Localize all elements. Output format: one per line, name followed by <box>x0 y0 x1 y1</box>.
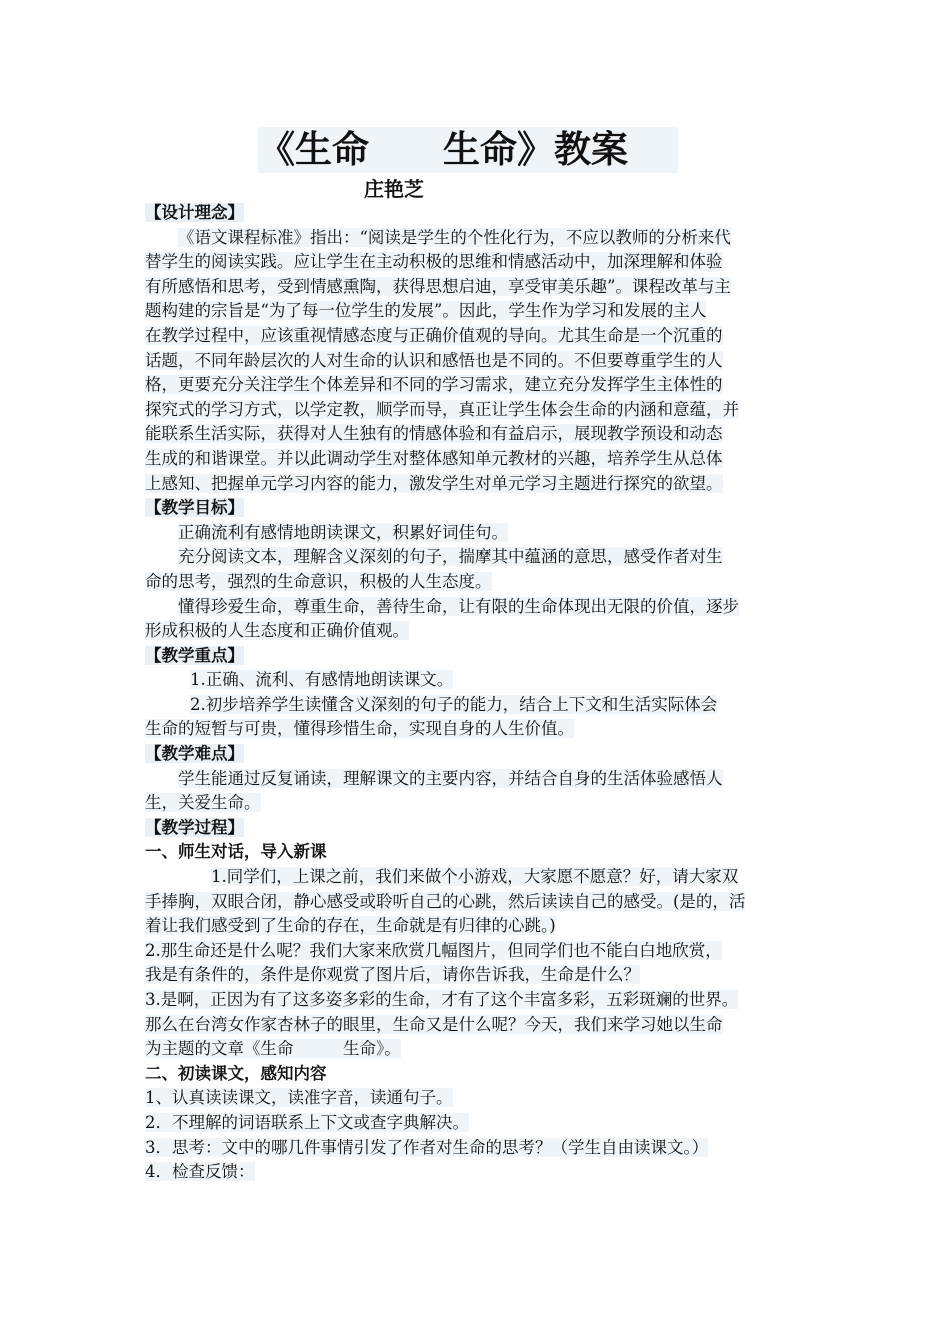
document-author: 庄艳芝 <box>364 177 424 201</box>
paragraph-line: 2．不理解的词语联系上下文或查字典解决。 <box>145 1112 469 1132</box>
title-text: 《生命 生命》教案 <box>258 128 628 171</box>
paragraph-line: 1.同学们，上课之前，我们来做个小游戏，大家愿不愿意？好，请大家双 <box>211 867 739 887</box>
paragraph-line: 手捧胸，双眼合闭，静心感受或聆听自己的心跳，然后读读自己的感受。(是的，活 <box>145 891 746 911</box>
paragraph-line: 替学生的阅读实践。应让学生在主动积极的思维和情感活动中，加深理解和体验 <box>145 252 723 272</box>
paragraph-line: 探究式的学习方式，以学定教，顺学而导，真正让学生体会生命的内涵和意蕴，并 <box>145 399 739 419</box>
paragraph-line: 1.正确、流利、有感情地朗读课文。 <box>190 670 454 690</box>
paragraph-line: 生，关爱生命。 <box>145 793 261 813</box>
subsection-heading-part2 <box>145 1062 810 1087</box>
paragraph-line: 上感知、把握单元学习内容的能力，激发学生对单元学习主题进行探究的欲望。 <box>145 473 723 493</box>
section-heading-process <box>145 816 810 841</box>
paragraph-line: 我是有条件的，条件是你观赏了图片后，请你告诉我，生命是什么？ <box>145 965 640 985</box>
paragraph-line: 2.那生命还是什么呢？我们大家来欣赏几幅图片，但同学们也不能白白地欣赏， <box>145 940 722 960</box>
paragraph-line: 懂得珍爱生命，尊重生命，善待生命，让有限的生命体现出无限的价值，逐步 <box>178 596 739 616</box>
paragraph-line: 在教学过程中，应该重视情感态度与正确价值观的导向。尤其生命是一个沉重的 <box>145 325 723 345</box>
document-title <box>258 127 678 173</box>
heading-text: 【教学目标】 <box>145 498 244 518</box>
paragraph-line: 生命的短暂与可贵，懂得珍惜生命，实现自身的人生价值。 <box>145 719 574 739</box>
paragraph-line: 那么在台湾女作家杏林子的眼里，生命又是什么呢？今天，我们来学习她以生命 <box>145 1014 723 1034</box>
paragraph-line: 《语文课程标准》指出：“阅读是学生的个性化行为，不应以教师的分析来代 <box>178 227 731 247</box>
paragraph-line: 能联系生活实际，获得对人生独有的情感体验和有益启示，展现教学预设和动态 <box>145 424 723 444</box>
heading-text: 【教学过程】 <box>145 817 244 837</box>
paragraph-line: 话题，不同年龄层次的人对生命的认识和感悟也是不同的。不但要尊重学生的人 <box>145 350 723 370</box>
subsection-heading-part1 <box>145 840 810 865</box>
heading-text: 【教学难点】 <box>145 744 244 764</box>
heading-text: 【教学重点】 <box>145 645 244 665</box>
paragraph-line: 学生能通过反复诵读，理解课文的主要内容，并结合自身的生活体验感悟人 <box>178 768 723 788</box>
paragraph-line: 3．思考：文中的哪几件事情引发了作者对生命的思考？（学生自由读课文。） <box>145 1137 709 1157</box>
section-heading-concept <box>145 201 810 226</box>
paragraph-line: 4．检查反馈： <box>145 1162 255 1182</box>
paragraph-line: 3.是啊，正因为有了这多姿多彩的生命，才有了这个丰富多彩，五彩斑斓的世界。 <box>145 990 739 1009</box>
paragraph-line: 题构建的宗旨是“为了每一位学生的发展”。因此，学生作为学习和发展的主人 <box>145 301 707 321</box>
paragraph-line: 命的思考，强烈的生命意识，积极的人生态度。 <box>145 571 492 591</box>
paragraph-line: 正确流利有感情地朗读课文，积累好词佳句。 <box>178 522 508 542</box>
paragraph-line: 生成的和谐课堂。并以此调动学生对整体感知单元教材的兴趣，培养学生从总体 <box>145 448 723 468</box>
section-heading-difficulties <box>145 742 810 767</box>
paragraph-line: 为主题的文章《生命 生命》。 <box>145 1039 401 1059</box>
section-heading-key-points <box>145 644 810 669</box>
section-heading-goals <box>145 496 810 521</box>
paragraph-line: 形成积极的人生态度和正确价值观。 <box>145 621 409 641</box>
heading-text: 二、初读课文，感知内容 <box>145 1063 327 1083</box>
document-body <box>145 201 810 1185</box>
heading-text: 一、师生对话，导入新课 <box>145 842 327 862</box>
paragraph-line: 着让我们感受到了生命的存在，生命就是有归律的心跳。) <box>145 916 556 936</box>
heading-text: 【设计理念】 <box>145 203 244 222</box>
paragraph-line: 有所感悟和思考，受到情感熏陶，获得思想启迪，享受审美乐趣”。课程改革与主 <box>145 276 731 296</box>
paragraph-line: 1、认真读读课文，读准字音，读通句子。 <box>145 1088 453 1108</box>
paragraph-line: 格，更要充分关注学生个体差异和不同的学习需求，建立充分发挥学生主体性的 <box>145 375 723 395</box>
paragraph-line: 充分阅读文本，理解含义深刻的句子，揣摩其中蕴涵的意思，感受作者对生 <box>178 547 723 567</box>
paragraph-line: 2.初步培养学生读懂含义深刻的句子的能力，结合上下文和生活实际体会 <box>190 694 718 714</box>
